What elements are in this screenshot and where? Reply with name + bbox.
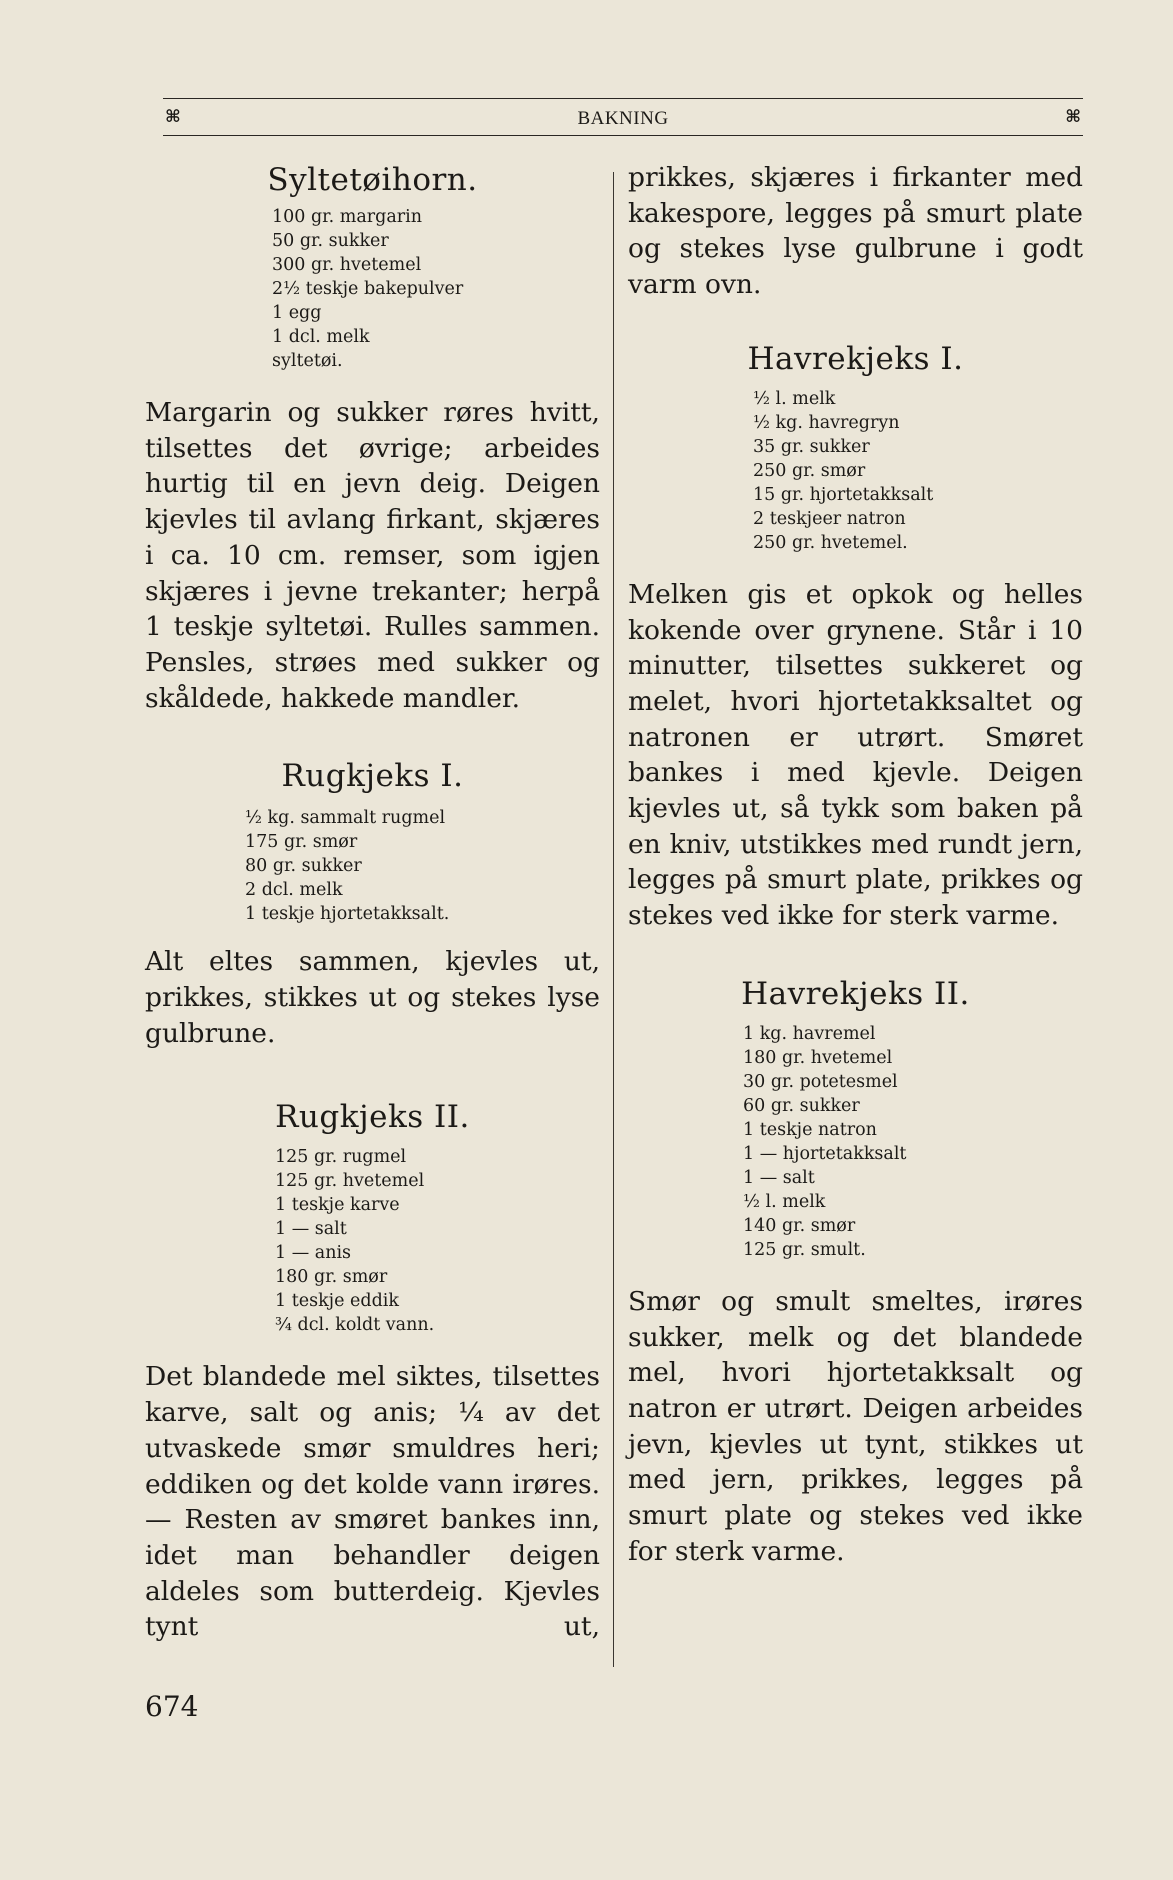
- ingredient-item: ½ l. melk: [743, 1191, 826, 1212]
- ingredient-item: 1 kg. havremel: [743, 1023, 876, 1044]
- ingredient-item: 140 gr. smør: [743, 1215, 856, 1236]
- ingredient-item: ½ kg. havregryn: [753, 412, 900, 433]
- ingredient-item: 250 gr. hvetemel.: [753, 532, 908, 553]
- ingredient-item: 250 gr. smør: [753, 460, 866, 481]
- ingredient-item: 2½ teskje bakepulver: [272, 279, 464, 299]
- ingredient-item: 1 teskje natron: [743, 1119, 877, 1140]
- ingredient-list: [743, 1022, 1083, 1262]
- recipe-rugkjeks-2: [145, 1097, 600, 1645]
- ingredient-list: [272, 205, 600, 373]
- ingredient-item: 35 gr. sukker: [753, 436, 870, 457]
- ingredient-item: 175 gr. smør: [245, 832, 358, 853]
- recipe-havrekjeks-1: [628, 339, 1083, 934]
- left-column: [145, 160, 600, 1645]
- ingredient-item: 180 gr. hvetemel: [743, 1047, 893, 1068]
- ingredient-item: 60 gr. sukker: [743, 1095, 860, 1116]
- running-head: [163, 98, 1083, 136]
- ingredient-item: 1 — hjortetakksalt: [743, 1143, 907, 1164]
- ingredient-item: 80 gr. sukker: [245, 856, 362, 877]
- ingredient-item: ¾ dcl. koldt vann.: [275, 1315, 435, 1336]
- ingredient-item: 1 — anis: [275, 1243, 352, 1264]
- recipe-instructions: Det blandede mel siktes, tilsettes karve, salt og anis; ¼ av det utvaskede smør smuldres heri; eddiken og det kolde vann irøres. — Resten av smøret bankes inn, idet man behandler deigen aldeles som butterdeig. Kjevles tynt ut,: [145, 1361, 600, 1643]
- recipe-havrekjeks-2: [628, 974, 1083, 1570]
- recipe-instructions: Alt eltes sammen, kjevles ut, prikkes, stikkes ut og stekes lyse gulbrune.: [145, 946, 600, 1049]
- ingredient-item: ½ kg. sammalt rugmel: [245, 808, 446, 829]
- ingredient-item: 30 gr. potetesmel: [743, 1071, 898, 1092]
- ingredient-item: 300 gr. hvetemel: [272, 255, 422, 275]
- ornament-left-icon: ⌘: [165, 107, 181, 127]
- ingredient-item: 1 teskje eddik: [275, 1291, 399, 1312]
- recipe-instructions: Melken gis et opkok og helles kokende over grynene. Står i 10 minutter, tilsettes sukkeret og melet, hvori hjortetakksaltet og natronen er utrørt. Smøret bankes i med kjevle. Deigen kjevles ut, så tykk som baken på en kniv, utstikkes med rundt jern, legges på smurt plate, prikkes og stekes ved ikke for sterk varme.: [628, 578, 1083, 932]
- ingredient-item: 125 gr. rugmel: [275, 1147, 407, 1168]
- ornament-right-icon: ⌘: [1065, 107, 1081, 127]
- page-number: 674: [145, 1690, 199, 1723]
- recipe-instructions: Margarin og sukker røres hvitt, tilsettes det øvrige; arbeides hurtig til en jevn deig. Deigen kjevles til avlang firkant, skjæres i ca. 10 cm. remser, som igjen skjæres i jevne trekanter; herpå 1 teskje syltetøi. Rulles sammen. Pensles, strøes med sukker og skåldede, hakkede mandler.: [145, 397, 600, 714]
- recipe-rugkjeks-1: [145, 756, 600, 1051]
- ingredient-item: 15 gr. hjortetakksalt: [753, 484, 934, 505]
- recipe-title: Rugkjeks II.: [275, 1099, 470, 1136]
- recipe-instructions: Smør og smult smeltes, irøres sukker, melk og det blandede mel, hvori hjortetakksalt og natron er utrørt. Deigen arbeides jevn, kjevles ut tynt, stikkes ut med jern, prikkes, legges på smurt plate og stekes ved ikke for sterk varme.: [628, 1285, 1083, 1567]
- ingredient-list: [245, 806, 600, 926]
- ingredient-item: 1 — salt: [743, 1167, 815, 1188]
- ingredient-item: 1 egg: [272, 303, 322, 323]
- right-column: [628, 160, 1083, 1569]
- ingredient-item: 1 dcl. melk: [272, 327, 370, 347]
- ingredient-list: [275, 1145, 600, 1337]
- ingredient-item: 125 gr. hvetemel: [275, 1171, 425, 1192]
- ingredient-item: 180 gr. smør: [275, 1267, 388, 1288]
- recipe-title: Rugkjeks I.: [281, 758, 464, 795]
- recipe-title: Syltetøihorn.: [267, 162, 478, 198]
- continued-instructions: prikkes, skjæres i firkanter med kakespore, legges på smurt plate og stekes lyse gulbrune i godt varm ovn.: [628, 162, 1083, 301]
- ingredient-item: 50 gr. sukker: [272, 231, 389, 251]
- ingredient-item: 125 gr. smult.: [743, 1239, 866, 1260]
- column-divider: [613, 172, 614, 1667]
- running-head-title: BAKNING: [577, 108, 669, 129]
- recipe-title: Havrekjeks I.: [747, 340, 964, 377]
- ingredient-item: 1 — salt: [275, 1219, 347, 1240]
- ingredient-item: ½ l. melk: [753, 388, 836, 409]
- ingredient-list: [753, 387, 1083, 555]
- ingredient-item: 1 teskje hjortetakksalt.: [245, 904, 450, 925]
- ingredient-item: 100 gr. margarin: [272, 207, 422, 227]
- recipe-syltetoihorn: [145, 160, 600, 716]
- ingredient-item: 1 teskje karve: [275, 1195, 400, 1216]
- ingredient-item: 2 teskjeer natron: [753, 508, 906, 529]
- ingredient-item: syltetøi.: [272, 351, 343, 371]
- ingredient-item: 2 dcl. melk: [245, 880, 343, 901]
- recipe-title: Havrekjeks II.: [741, 975, 970, 1012]
